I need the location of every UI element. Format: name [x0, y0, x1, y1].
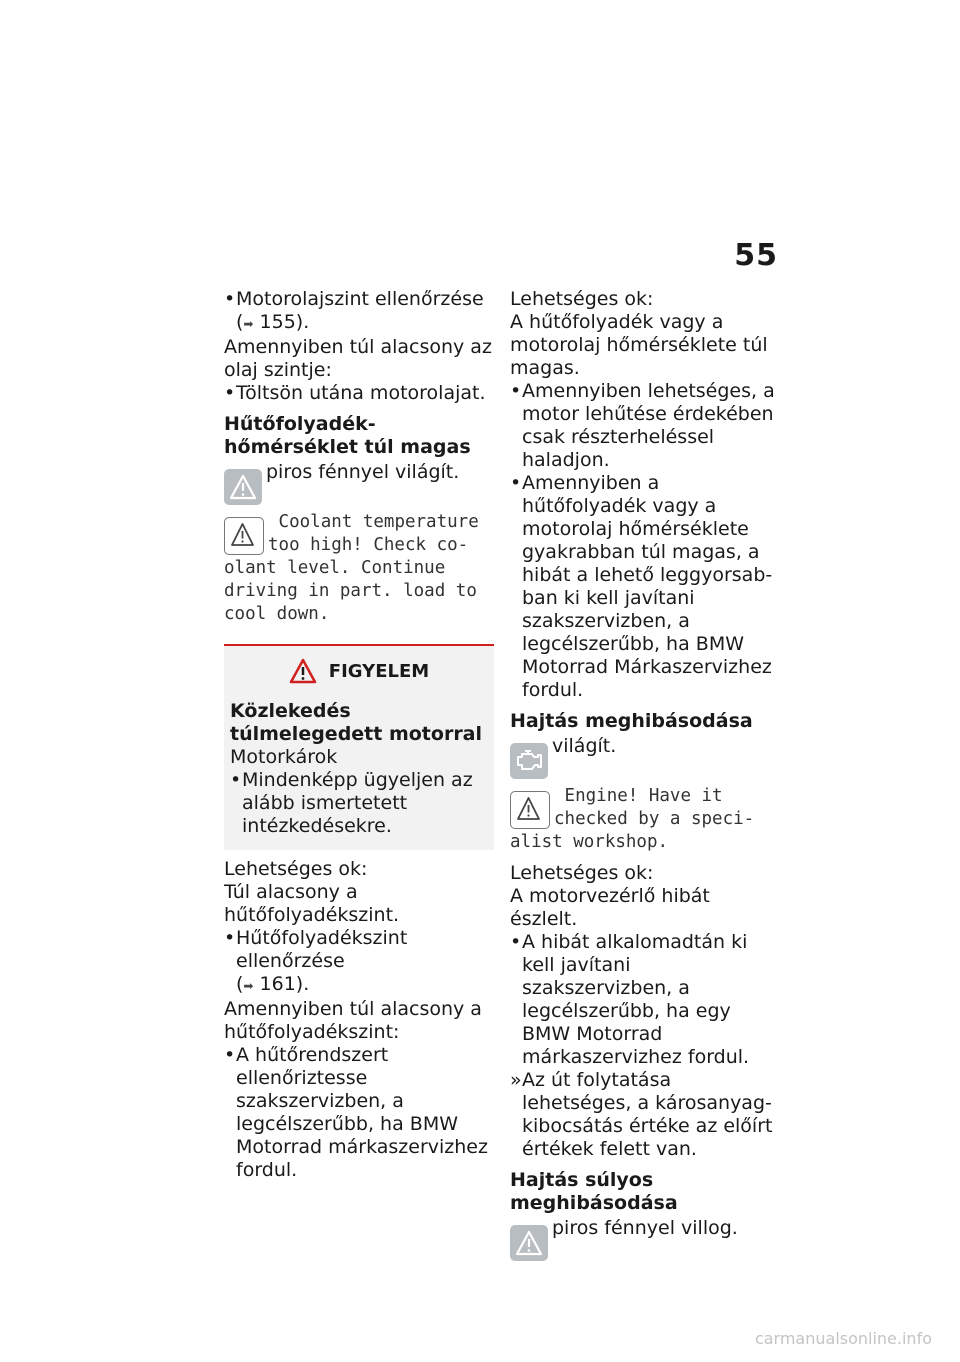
indicator-text: piros fénnyel villog.	[552, 1217, 738, 1239]
engine-light-icon	[510, 743, 548, 779]
left-column	[224, 288, 494, 1182]
caution-title: FIGYELEM	[328, 660, 430, 682]
section-heading: Hajtás meghibásodása	[510, 710, 753, 732]
warning-symbol-icon	[510, 791, 550, 829]
right-column	[510, 288, 780, 1261]
page-number: 55	[734, 238, 778, 273]
list-item: • Töltsön utána motorolajat.	[224, 382, 494, 405]
paragraph: Lehetséges ok:	[224, 858, 368, 880]
display-message: Engine! Have it checked by a speci- alist workshop.	[510, 786, 755, 852]
warning-light-icon	[224, 469, 262, 505]
display-message: Coolant temperature too high! Check co- olant level. Continue driving in part. load to cool down.	[224, 512, 479, 624]
indicator-text: piros fénnyel világít.	[266, 461, 460, 483]
caution-item: • Mindenképp ügyeljen az alább ismertetett intézkedésekre.	[230, 769, 488, 838]
warning-light-icon	[510, 1225, 548, 1261]
section-heading: Hajtás súlyos meghibásodása	[510, 1169, 678, 1214]
list-item: • A hibát alkalomadtán ki kell javítani szakszervizben, a legcélszerűbb, ha egy BMW Motorrad márkaszervizhez fordul.	[510, 931, 780, 1069]
list-item: • A hűtőrendszert ellenőriztesse szakszervizben, a legcélszerűbb, ha BMW Motorrad márkaszervizhez fordul.	[224, 1044, 494, 1182]
paragraph: Lehetséges ok:	[510, 288, 654, 310]
list-item: » Az út folytatása lehetséges, a károsanyag-kibocsátás értéke az előírt értékek felett van.	[510, 1069, 780, 1161]
paragraph: A hűtőfolyadék vagy a motorolaj hőmérséklete túl magas.	[510, 311, 768, 379]
caution-box	[224, 644, 494, 850]
page-reference[interactable]: 155).	[259, 311, 310, 333]
list-item: • Motorolajszint ellenőrzése (➡ 155).	[224, 288, 494, 336]
paragraph: Amennyiben túl alacsony a hűtőfolyadékszint:	[224, 998, 482, 1043]
section-heading: Hűtőfolyadék-hőmérséklet túl magas	[224, 413, 471, 458]
caution-icon	[289, 658, 317, 684]
list-item: • Hűtőfolyadékszint ellenőrzése (➡ 161).	[224, 927, 494, 998]
caution-subtitle: Közlekedés túlmelegedett motorral	[230, 700, 483, 745]
reference-arrow-icon: ➡	[243, 979, 254, 993]
paragraph: Lehetséges ok:	[510, 862, 654, 884]
paragraph: Amennyiben túl alacsony az olaj szintje:	[224, 336, 492, 381]
paragraph: A motorvezérlő hibát észlelt.	[510, 885, 710, 930]
caution-text: Motorkárok	[230, 746, 338, 768]
list-item: • Amennyiben a hűtőfolyadék vagy a motorolaj hőmérséklete gyakrabban túl magas, a hibát a lehető leggyorsabban ki kell javítani szakszervizben, a legcélszerűbb, ha BMW Motorrad Márkaszervizhez fordul.	[510, 472, 780, 702]
list-item: • Amennyiben lehetséges, a motor lehűtése érdekében csak részterheléssel haladjon.	[510, 380, 780, 472]
indicator-text: világít.	[552, 735, 617, 757]
paragraph: Túl alacsony a hűtőfolyadékszint.	[224, 881, 400, 926]
warning-symbol-icon	[224, 517, 264, 555]
watermark: carmanualsonline.info	[754, 1329, 932, 1348]
reference-arrow-icon: ➡	[243, 317, 254, 331]
indicator-line	[510, 735, 780, 779]
indicator-line	[224, 461, 494, 505]
page-reference[interactable]: 161).	[259, 973, 310, 995]
indicator-line	[510, 1217, 780, 1261]
